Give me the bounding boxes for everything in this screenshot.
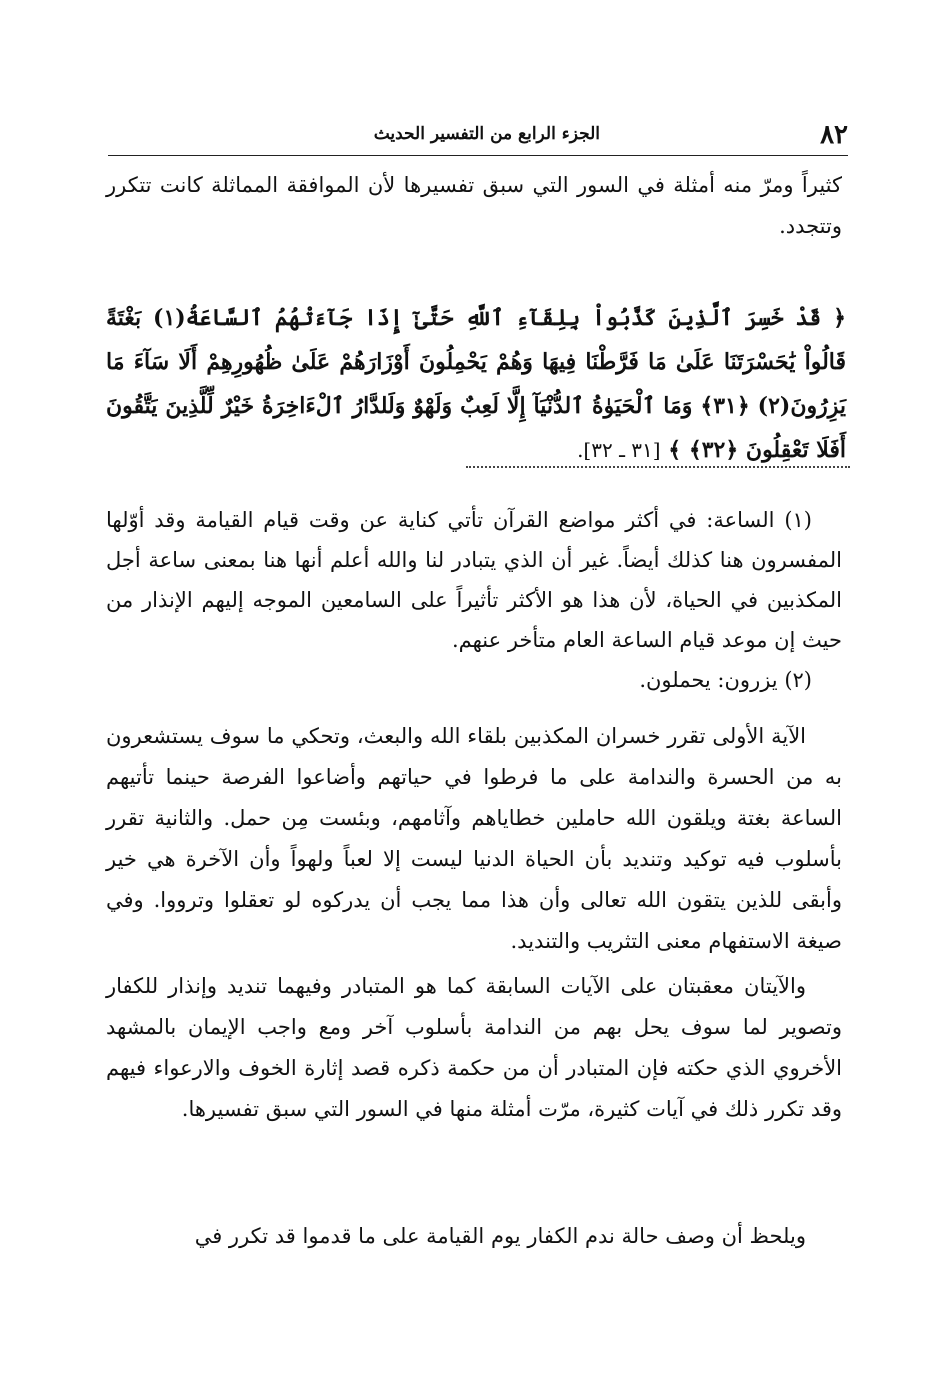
verse-text: ﴿ قَدْ خَسِرَ ٱلَّذِينَ كَذَّبُواْ بِلِقَآءِ ٱللَّهِ حَتَّىٰٓ إِذَا جَآءَتْهُمُ ٱلسَّاعَةُ(١) بَغْتَةً قَالُواْ يَٰحَسْرَتَنَا عَلَىٰ مَا فَرَّطْنَا فِيهَا وَهُمْ يَحْمِلُونَ أَوْزَارَهُمْ عَلَىٰ ظُهُورِهِمْ أَلَا سَآءَ مَا يَزِرُونَ(٢) ﴿٣١﴾ وَمَا ٱلْحَيَوٰةُ ٱلدُّنْيَآ إِلَّا لَعِبٌ وَلَهْوٌ وَلَلدَّارُ ٱلْءَاخِرَةُ خَيْرٌ لِّلَّذِينَ يَتَّقُونَ أَفَلَا تَعْقِلُونَ ﴿٣٢﴾ ﴾ [106, 305, 846, 463]
continuation-paragraph: كثيراً ومرّ منه أمثلة في السور التي سبق تفسيرها لأن الموافقة المماثلة كانت تتكرر وتتجدد. [106, 173, 842, 238]
page-number: ٨٢ [820, 120, 848, 150]
running-title: الجزء الرابع من التفسير الحديث [373, 124, 600, 144]
verse-reference: [٣١ ـ ٣٢]. [577, 438, 661, 462]
footnote-2: (٢) يزرون: يحملون. [639, 668, 812, 692]
quran-verses [106, 296, 846, 472]
commentary-paragraph-1: الآية الأولى تقرر خسران المكذبين بلقاء الله والبعث، وتحكي ما سوف يستشعرون به من الحسرة والندامة على ما فرطوا في حياتهم وأضاعوا الفرصة حينما تأتيهم الساعة بغتة ويلقون الله حاملين خطاياهم وآثامهم، وبئست مِن حمل. والثانية تقرر بأسلوب فيه توكيد وتنديد بأن الحياة الدنيا ليست إلا لعباً ولهواً وأن الآخرة هي خير وأبقى للذين يتقون الله تعالى وأن هذا مما يجب أن يدركوه لو تعقلوا وترووا. وفي صيغة الاستفهام معنى التثريب والتنديد. [106, 724, 842, 953]
page-header [108, 112, 848, 152]
footnote-1: (١) الساعة: في أكثر مواضع القرآن تأتي كناية عن وقت قيام القيامة وقد أوّلها المفسرون هنا كذلك أيضاً. غير أن الذي يتبادر لنا والله أعلم أنها هنا بمعنى ساعة أجل المكذبين في الحياة، لأن هذا هو الأكثر تأثيراً على السامعين الموجه إليهم الإنذار من حيث إن موعد قيام الساعة العام متأخر عنهم. [106, 508, 843, 652]
commentary-paragraph-2: والآيتان معقبتان على الآيات السابقة كما هو المتبادر وفيهما تنديد وإنذار للكفار وتصوير لما سوف يحل بهم من الندامة بأسلوب آخر ومع واجب الإيمان بالمشهد الأخروي الذي حكته فإن المتبادر أن من حكمة ذكره قصد إثارة الخوف والارعواء فيهم وقد تكرر ذلك في آيات كثيرة، مرّت أمثلة منها في السور التي سبق تفسيرها. [106, 974, 842, 1121]
footnotes [106, 500, 842, 700]
footnote-separator [466, 466, 850, 468]
header-rule [108, 155, 848, 156]
commentary-paragraph-3: ويلحظ أن وصف حالة ندم الكفار يوم القيامة على ما قدموا قد تكرر في [194, 1224, 806, 1248]
